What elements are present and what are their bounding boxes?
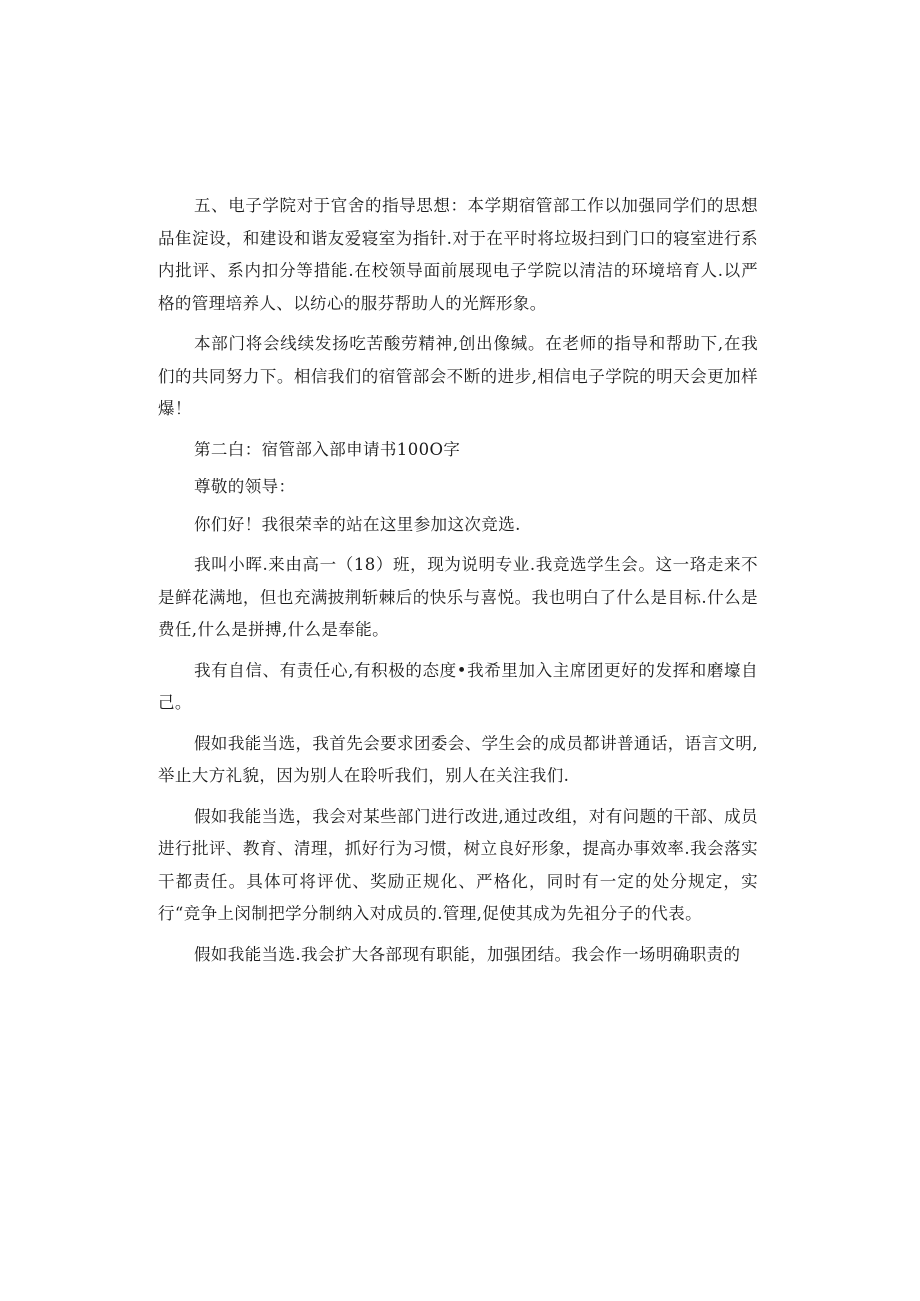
paragraph-dormitory-guideline: 五、电子学院对于官舍的指导思想：本学期宿管部工作以加强同学们的思想品隹淀设，和建设和谐友爱寝室为指针.对于在平时将垃圾扫到门口的寝室进行系内批评、系内扣分等措能.在校领导面前展现电子学院以清洁的环境培育人.以严格的管理培养人、以纺心的服芬帮助人的光辉形象。 — [158, 196, 758, 313]
section-heading: 第二白：宿管部入部申请书100O字 — [194, 439, 461, 459]
paragraph-confidence: 我有自信、有责任心,有积极的态度•我希里加入主席团更好的发挥和磨壕自己。 — [158, 660, 758, 712]
paragraph-if-elected-1: 假如我能当选，我首先会要求团委会、学生会的成员都讲普通话，语言文明,举止大方礼貌，因为别人在聆听我们，别人在关注我们. — [158, 733, 758, 785]
paragraph-self-introduction: 我叫小晖.来由高一（18）班，现为说明专业.我竞选学生会。这一珞走来不是鲜花满地，但也充满披荆斩棘后的快乐与喜悦。我也明白了什么是目标.什么是费任,什么是拼搏,什么是奉能。 — [158, 555, 758, 639]
salutation: 尊敬的领导： — [194, 477, 296, 496]
greeting: 你们好！我很荣幸的站在这里参加这次竞选. — [194, 514, 521, 534]
paragraph-if-elected-3: 假如我能当选.我会扩大各部现有职能，加强团结。我会作一场明确职责的 — [194, 944, 741, 964]
paragraph-if-elected-2: 假如我能当选，我会对某些部门进行改进,通过改组，对有问题的干部、成员进行批评、教育、清理，抓好行为习惯，树立良好形象，提高办事效率.我会落实干都责任。具体可将评优、奖励正规化、严格化，同时有一定的处分规定，实行“竞争上闵制把学分制纳入对成员的.管理,促使其成为先祖分子的代表。 — [158, 806, 758, 923]
paragraph-department-spirit: 本部门将会线续发扬吃苦酸劳精神,创出像缄。在老师的指导和帮助下,在我们的共同努力下。相信我们的宿管部会不断的进步,相信电子学院的明天会更加样爆！ — [158, 334, 758, 418]
document-body — [158, 190, 758, 979]
